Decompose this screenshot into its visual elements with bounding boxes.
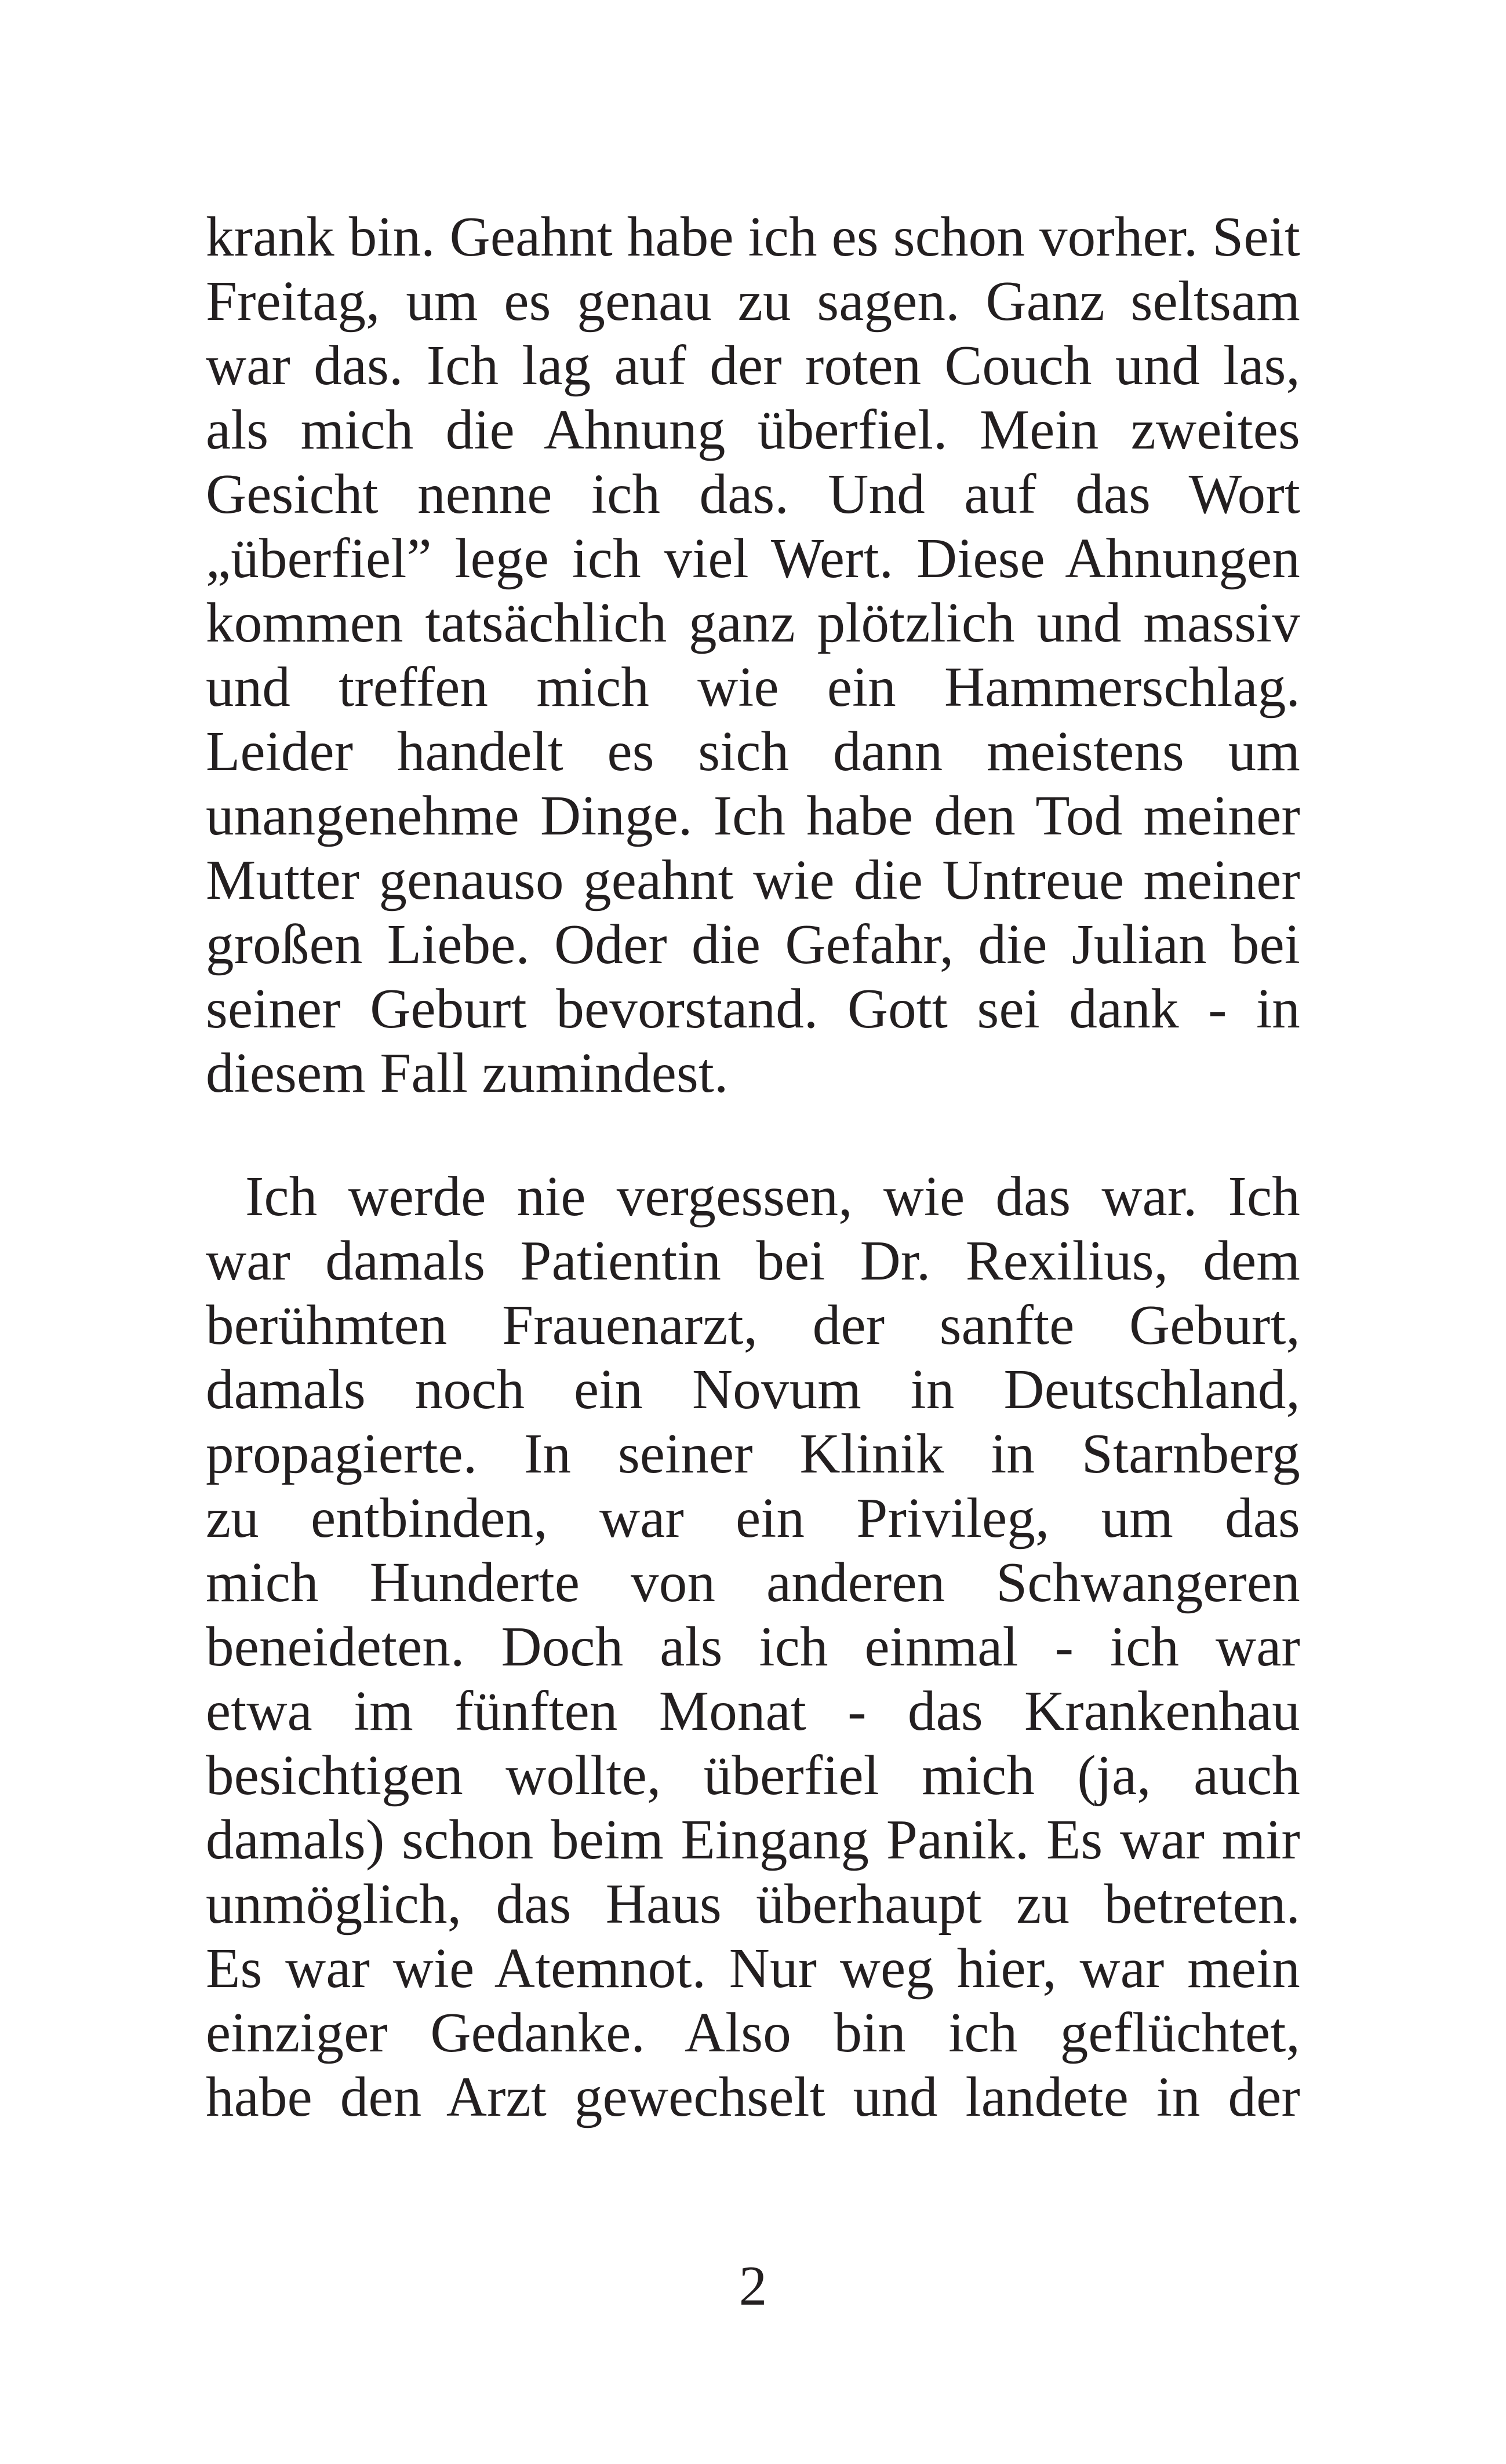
text-line: Mutter genauso geahnt wie die Untreue meiner (206, 849, 1300, 911)
text-line: war damals Patientin bei Dr. Rexilius, dem (206, 1230, 1300, 1292)
text-line: und treffen mich wie ein Hammerschlag. (206, 656, 1300, 718)
text-line: etwa im fünften Monat - das Krankenhau (206, 1680, 1300, 1742)
text-line: Leider handelt es sich dann meistens um (206, 720, 1300, 782)
text-line: mich Hunderte von anderen Schwangeren (206, 1551, 1300, 1613)
text-line: damals noch ein Novum in Deutschland, (206, 1358, 1300, 1420)
text-line: großen Liebe. Oder die Gefahr, die Julian bei (206, 913, 1300, 975)
text-line: als mich die Ahnung überfiel. Mein zweites (206, 399, 1300, 461)
text-line: war das. Ich lag auf der roten Couch und las, (206, 334, 1300, 396)
text-line: diesem Fall zumindest. (206, 1042, 729, 1104)
text-line: berühmten Frauenarzt, der sanfte Geburt, (206, 1294, 1300, 1356)
text-line: zu entbinden, war ein Privileg, um das (206, 1487, 1300, 1549)
text-line: damals) schon beim Eingang Panik. Es war mir (206, 1809, 1300, 1871)
text-line: „überfiel” lege ich viel Wert. Diese Ahnungen (206, 527, 1300, 589)
text-line: kommen tatsächlich ganz plötzlich und massiv (206, 592, 1300, 654)
text-line: habe den Arzt gewechselt und landete in der (206, 2066, 1300, 2128)
text-line: propagierte. In seiner Klinik in Starnberg (206, 1423, 1300, 1485)
text-line: Gesicht nenne ich das. Und auf das Wort (206, 463, 1300, 525)
paragraph-1 (206, 205, 1300, 1105)
text-line: unmöglich, das Haus überhaupt zu betreten. (206, 1873, 1300, 1935)
paragraph-2 (206, 1164, 1300, 2129)
text-line: unangenehme Dinge. Ich habe den Tod meiner (206, 785, 1300, 847)
text-line: beneideten. Doch als ich einmal - ich war (206, 1616, 1300, 1678)
text-line: Freitag, um es genau zu sagen. Ganz seltsam (206, 270, 1300, 332)
text-line: krank bin. Geahnt habe ich es schon vorher. Seit (206, 206, 1300, 268)
text-line: Es war wie Atemnot. Nur weg hier, war mein (206, 1937, 1300, 1999)
text-line: seiner Geburt bevorstand. Gott sei dank - in (206, 978, 1300, 1040)
text-line: Ich werde nie vergessen, wie das war. Ich (245, 1165, 1300, 1227)
text-line: besichtigen wollte, überfiel mich (ja, auch (206, 1744, 1300, 1806)
text-line: einziger Gedanke. Also bin ich geflüchtet, (206, 2002, 1300, 2064)
page-number: 2 (739, 2255, 767, 2317)
